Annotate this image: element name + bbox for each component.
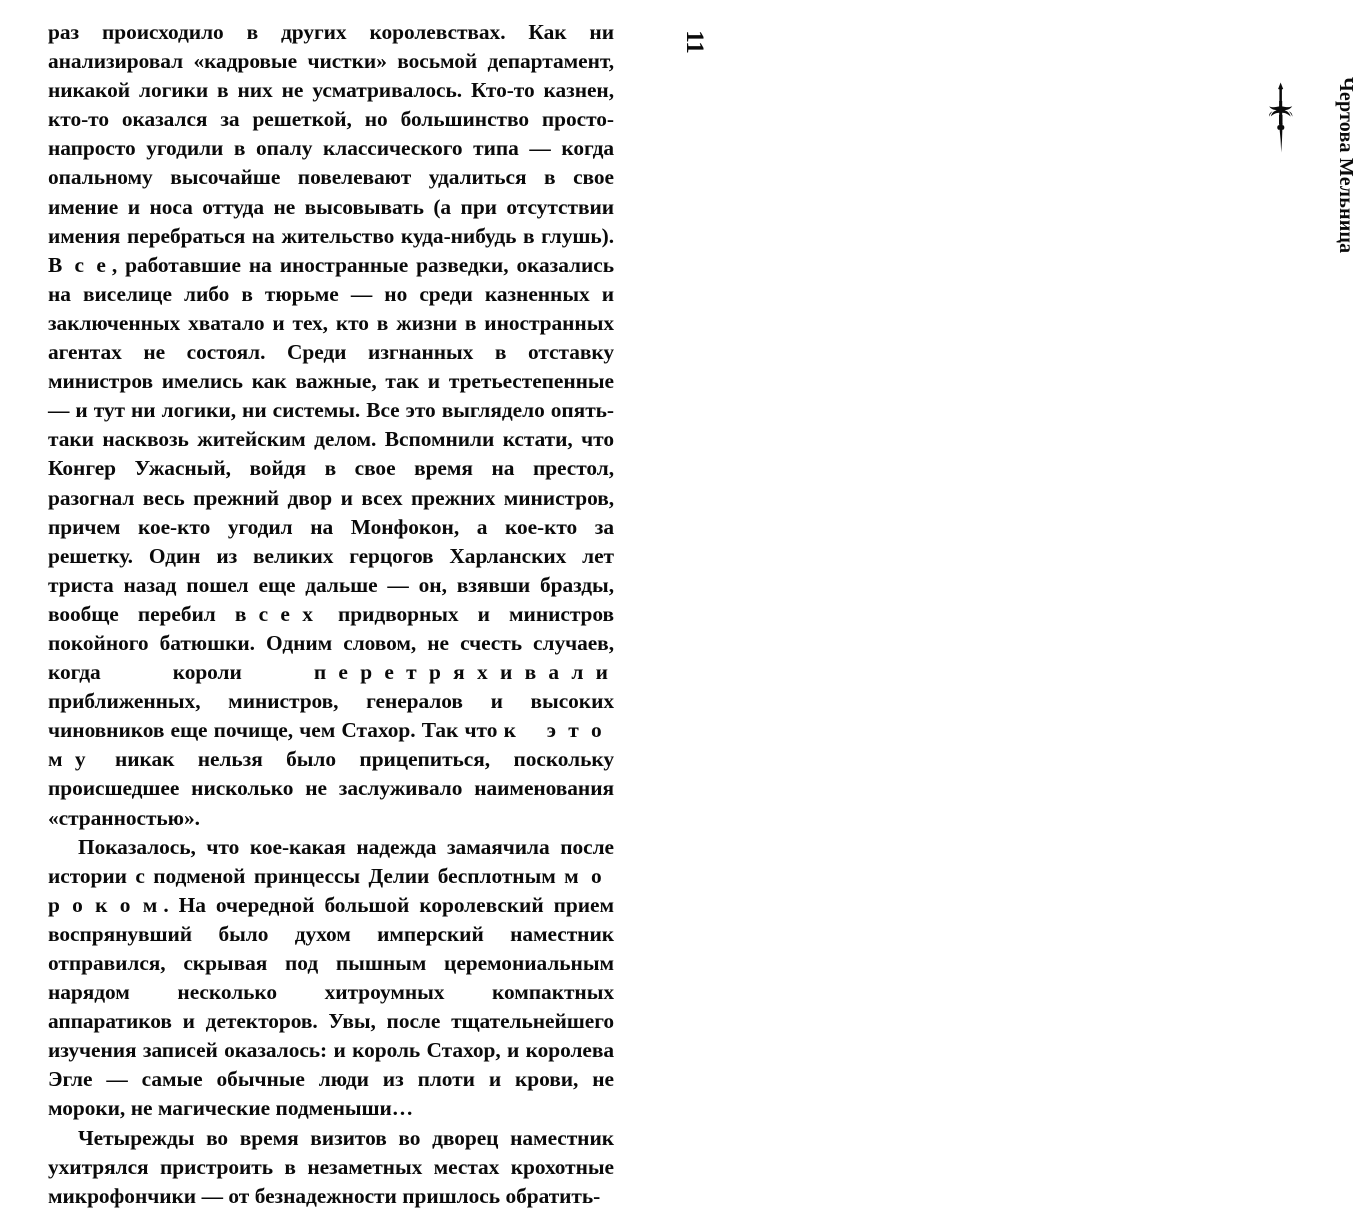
letterspaced-emphasis: в с е х	[234, 601, 317, 626]
running-head	[1332, 77, 1360, 287]
dagger-ornament-icon	[1262, 82, 1300, 154]
letterspaced-emphasis: к э т о м у	[48, 718, 614, 772]
letterspaced-emphasis: В с е	[48, 252, 110, 277]
page-number	[674, 12, 714, 72]
page-number-label: 11	[681, 30, 708, 54]
running-head-label: Чертова Мельница	[1335, 77, 1358, 254]
body-text-column	[48, 18, 614, 1211]
paragraph-pokazalos: Показалось, что кое-какая надежда замаячила после истории с подменой принцессы Делии бесплотным м о р о к о м. На очередной большой королевский прием воспрянувший было духом имперский наместник отправился, скрывая под пышным церемониальным нарядом несколько хитроумных компактных аппаратиков и детекторов. Увы, после тщательнейшего изучения записей оказалось: и король Стахор, и королева Эгле — самые обычные люди из плоти и крови, не мороки, не магические подменыши…	[48, 834, 614, 1121]
paragraph-continuation: раз происходило в других королевствах. Как ни анализировал «кадровые чистки» восьмой департамент, никакой логики в них не усматривалось. Кто-то казнен, кто-то оказался за решеткой, но большинство просто-напросто угодили в опалу классического типа — когда опальному высочайше повелевают удалиться в свое имение и носа оттуда не высовывать (а при отсутствии имения перебраться на жительство куда-нибудь в глушь). В с е, работавшие на иностранные разведки, оказались на виселице либо в тюрьме — но среди казненных и заключенных хватало и тех, кто в жизни в иностранных агентах не состоял. Среди изгнанных в отставку министров имелись как важные, так и третьестепенные — и тут ни логики, ни системы. Все это выглядело опять-таки насквозь житейским делом. Вспомнили кстати, что Конгер Ужасный, войдя в свое время на престол, разогнал весь прежний двор и всех прежних министров, причем кое-кто угодил на Монфокон, а кое-кто за решетку. Один из великих герцогов Харланских лет триста назад пошел еще дальше — он, взявши бразды, вообще перебил в с е х придворных и министров покойного батюшки. Одним словом, не счесть случаев, когда короли п е р е т р я х и в а л и приближенных, министров, генералов и высоких чиновников еще почище, чем Стахор. Так что к э т о м у никак нельзя было прицепиться, поскольку происшедшее нисколько не заслуживало наименования «странностью».	[48, 20, 614, 830]
letterspaced-emphasis: м о р о к о м	[48, 863, 614, 917]
letterspaced-emphasis: п е р е т р я х и в а л и	[313, 660, 612, 685]
margin-rail	[614, 0, 1358, 1000]
paragraph-chetyrezhdy: Четырежды во время визитов во дворец наместник ухитрялся пристроить в незаметных местах крохотные микрофончики — от безнадежности пришлось обратить-	[48, 1125, 614, 1208]
